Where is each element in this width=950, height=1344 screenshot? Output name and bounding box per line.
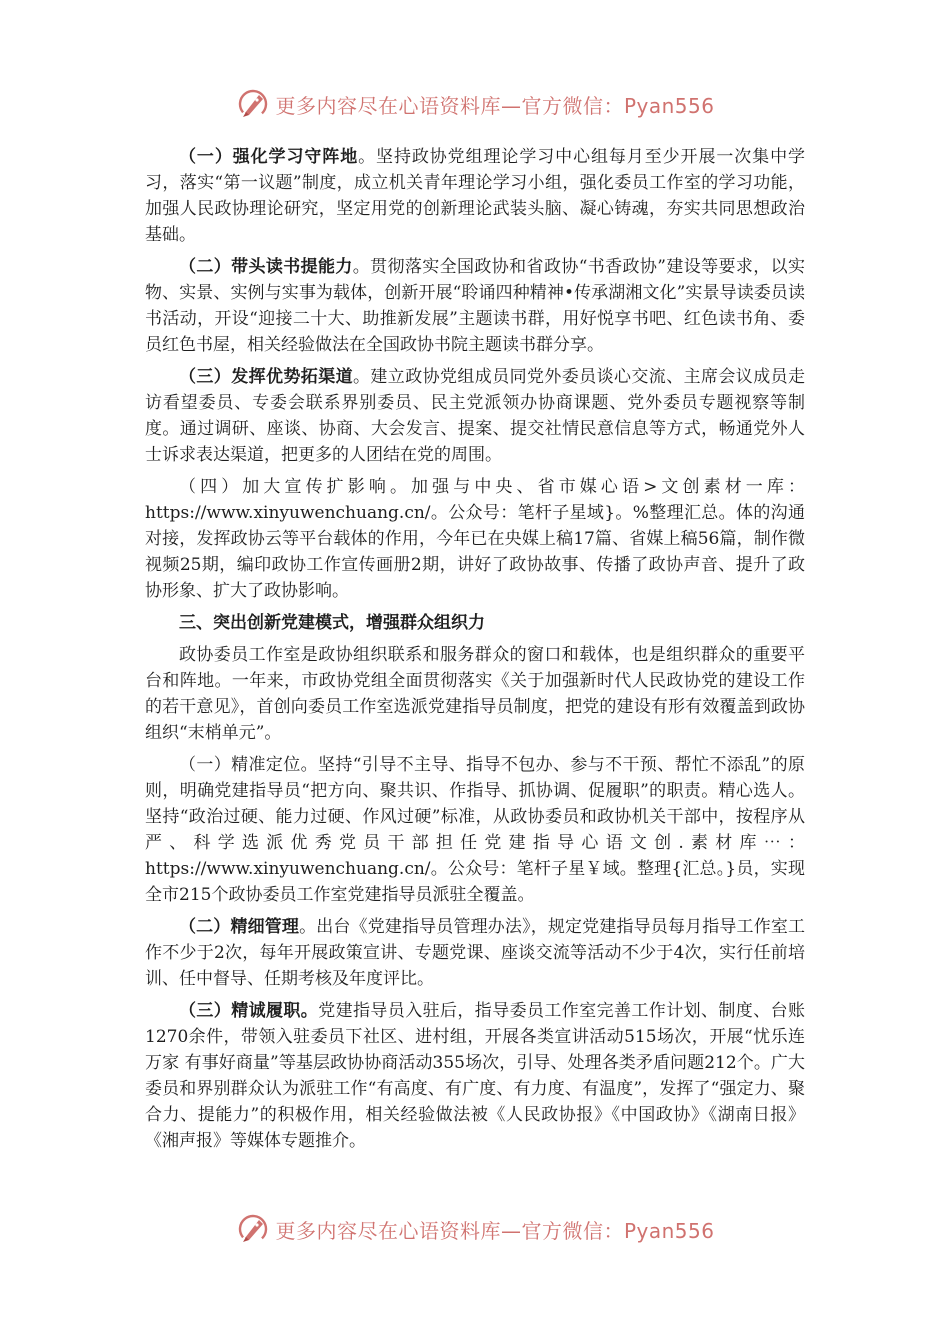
paragraph-lead: （二）精细管理	[179, 917, 300, 937]
paragraph	[145, 914, 805, 992]
pen-nib-logo-icon	[235, 86, 271, 122]
paragraph	[145, 474, 805, 604]
paragraph	[145, 752, 805, 908]
paragraph-text: （一）精准定位。坚持“引导不主导、指导不包办、参与不干预、帮忙不添乱”的原则，明确党建指导员“把方向、聚共识、作指导、抓协调、促履职”的职责。精心选人。坚持“政治过硬、能力过硬、作风过硬”标准，从政协委员和政协机关干部中，按程序从严、科学选派优秀党员干部担任党建指导心语文创.素材库⋯：https://www.xinyuwenchuang.cn/。公众号：笔杆子星￥域。整理{汇总。}员，实现全市215个政协委员工作室党建指导员派驻全覆盖。	[145, 755, 805, 905]
header-banner	[0, 84, 950, 124]
paragraph-text: 。贯彻落实全国政协和省政协“书香政协”建设等要求，以实物、实景、实例与实事为载体，创新开展“聆诵四种精神•传承湖湘文化”实景导读委员读书活动，开设“迎接二十大、助推新发展”主题读书群，用好悦享书吧、红色读书角、委员红色书屋，相关经验做法在全国政协书院主题读书群分享。	[145, 257, 805, 355]
paragraph-text: （四）加大宣传扩影响。加强与中央、省市媒心语>文创素材一库：https://www.xinyuwenchuang.cn/。公众号：笔杆子星域}。%整理汇总。体的沟通对接，发挥政协云等平台载体的作用，今年已在央媒上稿17篇、省媒上稿56篇，制作微视频25期，编印政协工作宣传画册2期，讲好了政协故事、传播了政协声音、提升了政协形象、扩大了政协影响。	[145, 477, 805, 601]
paragraph-lead: （二）带头读书提能力	[179, 257, 353, 277]
banner-text: 更多内容尽在心语资料库—官方微信：Pyan556	[275, 93, 715, 118]
pen-nib-logo-icon	[235, 1211, 271, 1247]
paragraph-text: 。坚持政协党组理论学习中心组每月至少开展一次集中学习，落实“第一议题”制度，成立机关青年理论学习小组，强化委员工作室的学习功能，加强人民政协理论研究，坚定用党的创新理论武装头脑、凝心铸魂，夯实共同思想政治基础。	[145, 147, 806, 245]
paragraph	[145, 144, 805, 248]
paragraph	[145, 364, 805, 468]
paragraph	[145, 642, 805, 746]
paragraph-text: 党建指导员入驻后，指导委员工作室完善工作计划、制度、台账1270余件，带领入驻委员下社区、进村组，开展各类宣讲活动515场次，开展“忧乐连万家 有事好商量”等基层政协协商活动355场次，引导、处理各类矛盾问题212个。广大委员和界别群众认为派驻工作“有高度、有广度、有力度、有温度”，发挥了“强定力、聚合力、提能力”的积极作用，相关经验做法被《人民政协报》《中国政协》《湖南日报》《湘声报》等媒体专题推介。	[145, 1001, 806, 1151]
paragraph	[145, 998, 805, 1154]
banner-text: 更多内容尽在心语资料库—官方微信：Pyan556	[275, 1218, 715, 1243]
paragraph-text: 政协委员工作室是政协组织联系和服务群众的窗口和载体，也是组织群众的重要平台和阵地。一年来，市政协党组全面贯彻落实《关于加强新时代人民政协党的建设工作的若干意见》，首创向委员工作室选派党建指导员制度，把党的建设有形有效覆盖到政协组织“末梢单元”。	[145, 645, 805, 743]
paragraph-lead: （三）精诚履职。	[179, 1001, 319, 1021]
paragraph-lead: （一）强化学习守阵地	[179, 147, 359, 167]
paragraph-lead: （三）发挥优势拓渠道	[179, 367, 353, 387]
section-heading: 三、突出创新党建模式，增强群众组织力	[179, 613, 485, 633]
paragraph-text: 。出台《党建指导员管理办法》，规定党建指导员每月指导工作室工作不少于2次，每年开展政策宣讲、专题党课、座谈交流等活动不少于4次，实行任前培训、任中督导、任期考核及年度评比。	[145, 917, 806, 989]
document-body	[145, 144, 805, 1160]
footer-banner	[0, 1209, 950, 1249]
paragraph-text: 。建立政协党组成员同党外委员谈心交流、主席会议成员走访看望委员、专委会联系界别委员、民主党派领办协商课题、党外委员专题视察等制度。通过调研、座谈、协商、大会发言、提案、提交社情民意信息等方式，畅通党外人士诉求表达渠道，把更多的人团结在党的周围。	[145, 367, 805, 465]
paragraph	[145, 254, 805, 358]
